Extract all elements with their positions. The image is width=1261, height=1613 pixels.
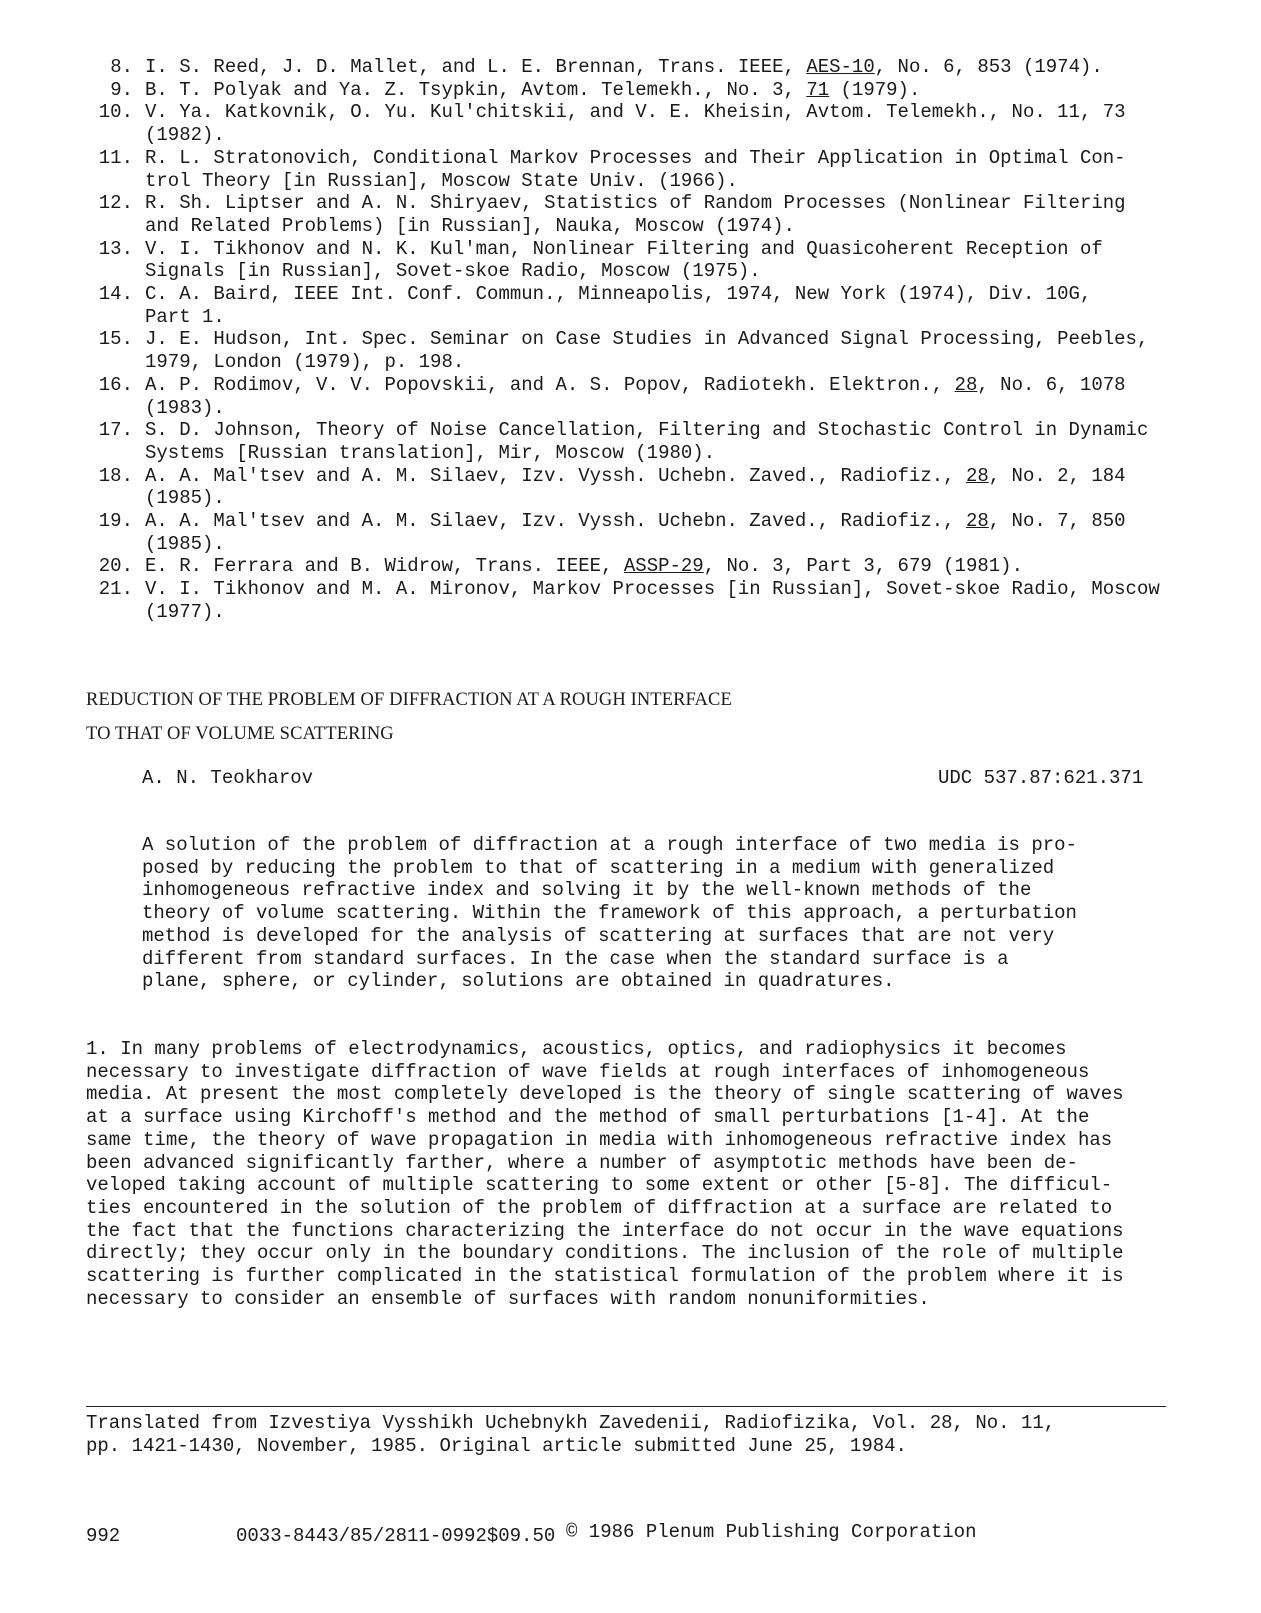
reference-text [145,283,1176,328]
reference-item [86,419,1176,464]
reference-text [145,328,1176,373]
footnote-divider [86,1406,1166,1407]
reference-item [86,79,1176,102]
reference-segment: A. P. Rodimov, V. V. Popovskii, and A. S. Popov, Radiotekh. Elektron., [145,373,955,396]
reference-volume: AES-10 [806,56,875,78]
reference-item [86,283,1176,328]
reference-segment: , No. 3, Part 3, 679 (1981). [703,555,1023,578]
reference-text [145,510,1176,555]
reference-number: 21. [98,578,133,601]
reference-item [86,101,1176,146]
reference-text [145,578,1176,623]
reference-item [86,510,1176,555]
reference-text [145,465,1176,510]
reference-segment: (1979). [829,78,921,101]
reference-segment: E. R. Ferrara and B. Widrow, Trans. IEEE, [145,555,624,578]
reference-text [145,374,1176,419]
author-name: A. N. Teokharov [142,767,314,789]
reference-number: 16. [98,373,133,396]
reference-segment: , No. 6, 853 (1974). [874,56,1103,78]
copyright-notice: © 1986 Plenum Publishing Corporation [566,1521,977,1543]
reference-item [86,374,1176,419]
reference-segment: A. A. Mal'tsev and A. M. Silaev, Izv. Vyssh. Uchebn. Zaved., Radiofiz., [145,510,966,533]
reference-number: 10. [98,101,133,124]
reference-number: 17. [98,419,133,442]
reference-text [145,555,1176,578]
reference-segment: , No. 7, 850 (1985). [145,510,1126,555]
reference-item [86,578,1176,623]
reference-segment: B. T. Polyak and Ya. Z. Tsypkin, Avtom. Telemekh., No. 3, [145,78,807,101]
reference-list [86,56,1176,624]
reference-item [86,56,1176,79]
reference-text [145,101,1176,146]
reference-volume: 28 [965,510,989,533]
reference-segment: V. I. Tikhonov and N. K. Kul'man, Nonlinear Filtering and Quasicoherent Reception of Signals [in Russian], Sovet-skoe Radio, Moscow (1975). [145,237,1103,283]
reference-segment: R. L. Stratonovich, Conditional Markov Processes and Their Application in Optimal Con- trol Theory [in Russian], Moscow State Univ. (1966). [145,146,1126,192]
reference-number: 9. [110,78,133,101]
article-title-line-2: TO THAT OF VOLUME SCATTERING [86,724,394,744]
reference-number: 12. [98,192,133,215]
page-number: 992 [86,1525,121,1547]
reference-item [86,147,1176,192]
reference-number: 20. [98,555,133,578]
reference-segment: R. Sh. Liptser and A. N. Shiryaev, Statistics of Random Processes (Nonlinear Filtering and Related Problems) [in Russian], Nauka, Moscow (1974). [145,192,1126,237]
reference-segment: , No. 2, 184 (1985). [145,464,1126,510]
reference-text [145,56,1176,79]
reference-number: 11. [98,146,133,169]
reference-text [145,238,1176,283]
reference-segment: A. A. Mal'tsev and A. M. Silaev, Izv. Vyssh. Uchebn. Zaved., Radiofiz., [145,464,966,487]
abstract: A solution of the problem of diffraction at a rough interface of two media is pro- posed by reducing the problem to that of scattering in a medium with generalized inhomogeneous refractive index and solving it by the well-known methods of the theory of volume scattering. Within the framework of this approach, a perturbation method is developed for the analysis of scattering at surfaces that are not very different from standard surfaces. In the case when the standard surface is a plane, sphere, or cylinder, solutions are obtained in quadratures. [142,834,1077,993]
reference-text [145,419,1176,464]
reference-number: 13. [98,237,133,260]
reference-segment: V. I. Tikhonov and M. A. Mironov, Markov Processes [in Russian], Sovet-skoe Radio, Moscow (1977). [145,578,1160,623]
reference-item [86,192,1176,237]
reference-text [145,192,1176,237]
reference-item [86,328,1176,373]
reference-segment: V. Ya. Katkovnik, O. Yu. Kul'chitskii, and V. E. Kheisin, Avtom. Telemekh., No. 11, 73 (1982). [145,101,1126,147]
reference-number: 15. [98,328,133,351]
udc-code: UDC 537.87:621.371 [938,767,1144,789]
article-title-line-1: REDUCTION OF THE PROBLEM OF DIFFRACTION AT A ROUGH INTERFACE [86,690,732,710]
article-code: 0033-8443/85/2811-0992$09.50 [236,1525,556,1547]
reference-volume: 28 [954,373,978,396]
body-paragraph: 1. In many problems of electrodynamics, acoustics, optics, and radiophysics it becomes necessary to investigate diffraction of wave fields at rough interfaces of inhomogeneous media. At present the most completely developed is the theory of single scattering of waves at a surface using Kirchoff's method and the method of small perturbations [1-4]. At the same time, the theory of wave propagation in media with inhomogeneous refractive index has been advanced significantly farther, where a number of asymptotic methods have been de- veloped taking account of multiple scattering to some extent or other [5-8]. The difficul- ties encountered in the solution of the problem of diffraction at a surface are related to the fact that the functions characterizing the interface do not occur in the wave equations directly; they occur only in the boundary conditions. The inclusion of the role of multiple scattering is further complicated in the statistical formulation of the problem where it is necessary to consider an ensemble of surfaces with random nonuniformities. [86,1038,1124,1310]
reference-segment: I. S. Reed, J. D. Mallet, and L. E. Brennan, Trans. IEEE, [145,56,807,78]
reference-text [145,79,1176,102]
reference-text [145,147,1176,192]
reference-segment: S. D. Johnson, Theory of Noise Cancellation, Filtering and Stochastic Control in Dynamic Systems [Russian translation], Mir, Moscow (1980). [145,419,1149,464]
reference-volume: ASSP-29 [623,555,704,578]
reference-number: 14. [98,283,133,306]
reference-item [86,465,1176,510]
reference-number: 8. [110,56,133,78]
reference-number: 18. [98,464,133,487]
reference-volume: 71 [806,78,830,101]
translation-footnote: Translated from Izvestiya Vysshikh Uchebnykh Zavedenii, Radiofizika, Vol. 28, No. 11, pp. 1421-1430, November, 1985. Original article submitted June 25, 1984. [86,1412,1056,1457]
reference-segment: J. E. Hudson, Int. Spec. Seminar on Case Studies in Advanced Signal Processing, Peebles, 1979, London (1979), p. 198. [145,328,1149,374]
reference-number: 19. [98,510,133,533]
reference-segment: , No. 6, 1078 (1983). [145,373,1126,419]
reference-item [86,238,1176,283]
reference-volume: 28 [965,464,989,487]
reference-segment: C. A. Baird, IEEE Int. Conf. Commun., Minneapolis, 1974, New York (1974), Div. 10G, Part 1. [145,283,1092,328]
reference-item [86,555,1176,578]
